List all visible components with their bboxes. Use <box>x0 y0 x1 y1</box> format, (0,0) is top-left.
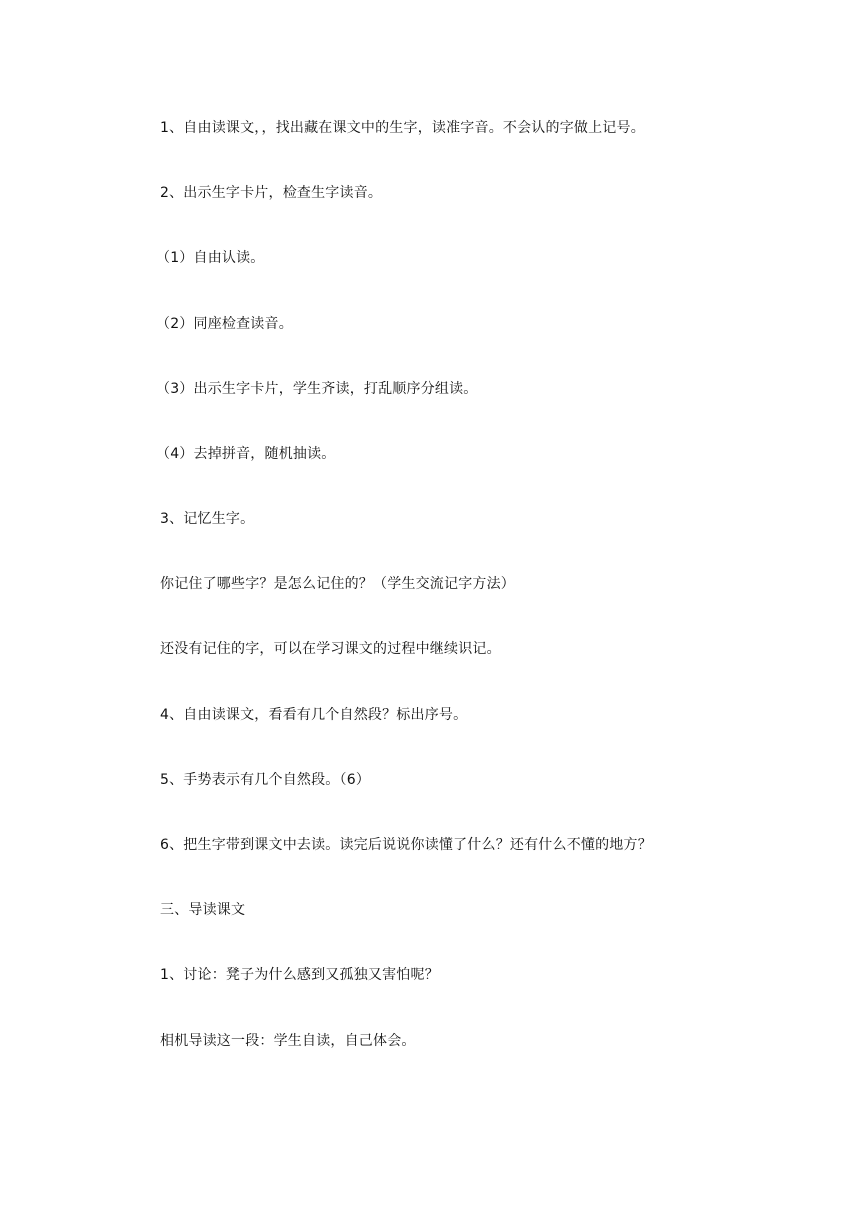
paragraph: 你记住了哪些字？是怎么记住的？（学生交流记字方法） <box>160 576 515 592</box>
paragraph: （2）同座检查读音。 <box>156 316 293 332</box>
paragraph: （3）出示生字卡片，学生齐读，打乱顺序分组读。 <box>156 381 478 397</box>
paragraph: 6、把生字带到课文中去读。读完后说说你读懂了什么？还有什么不懂的地方？ <box>160 837 652 853</box>
section-heading: 三、导读课文 <box>160 902 246 918</box>
paragraph: 4、自由读课文，看看有几个自然段？标出序号。 <box>160 707 468 723</box>
paragraph: （1）自由认读。 <box>156 250 265 266</box>
paragraph: （4）去掉拼音，随机抽读。 <box>156 446 336 462</box>
paragraph: 相机导读这一段：学生自读，自己体会。 <box>160 1033 416 1049</box>
paragraph: 1、讨论：凳子为什么感到又孤独又害怕呢？ <box>160 967 439 983</box>
paragraph: 2、出示生字卡片，检查生字读音。 <box>160 185 383 201</box>
paragraph: 5、手势表示有几个自然段。（6） <box>160 772 371 788</box>
paragraph: 1、自由读课文，，找出藏在课文中的生字，读准字音。不会认的字做上记号。 <box>160 120 645 136</box>
paragraph: 3、记忆生字。 <box>160 511 255 527</box>
paragraph: 还没有记住的字，可以在学习课文的过程中继续识记。 <box>160 641 501 657</box>
